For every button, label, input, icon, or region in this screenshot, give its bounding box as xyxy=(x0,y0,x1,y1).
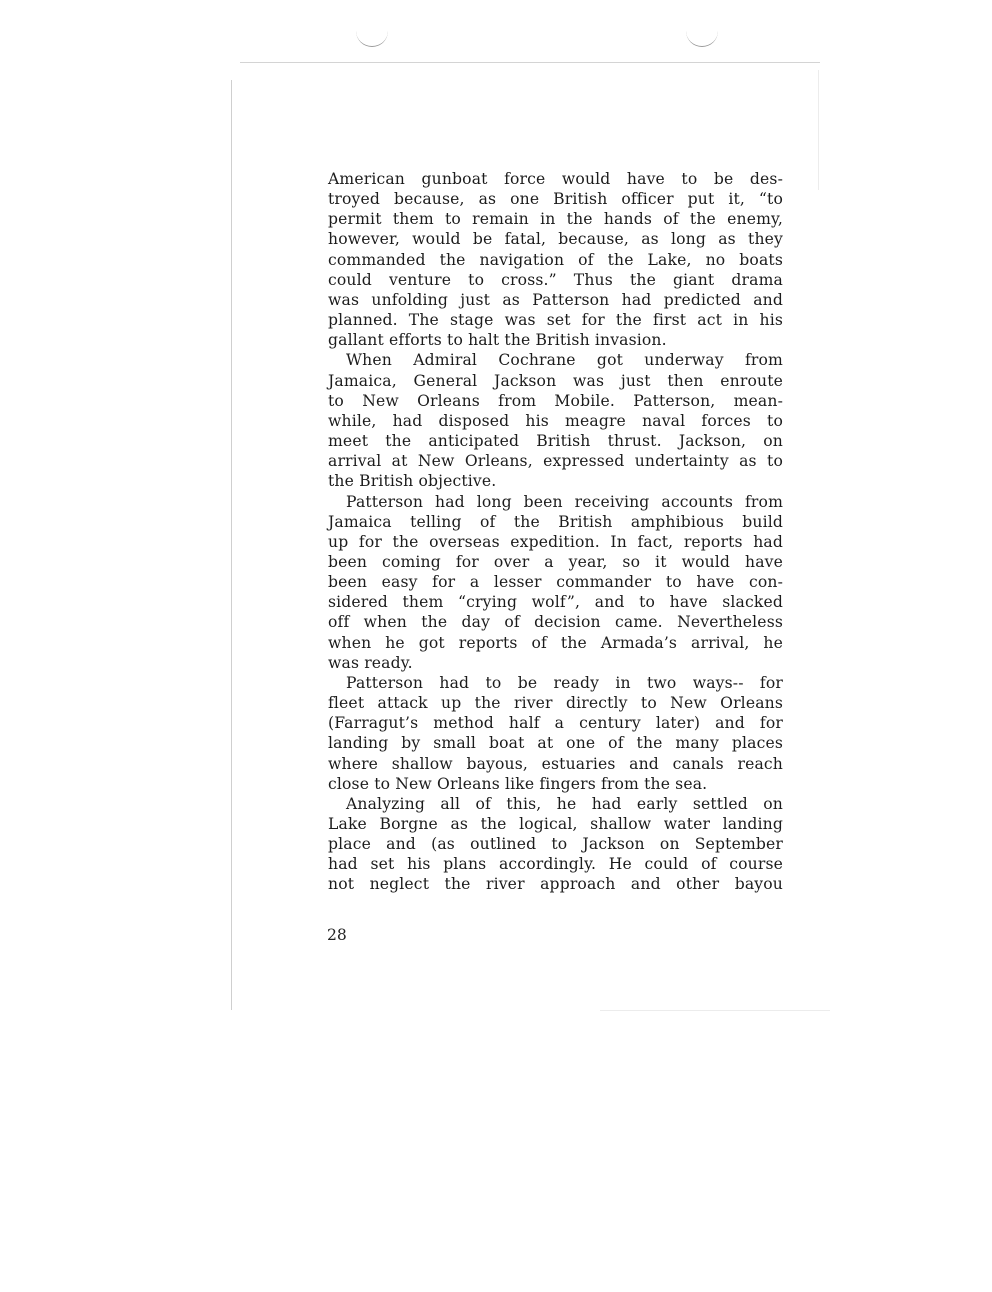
text-line: off when the day of decision came. Nevertheless xyxy=(328,613,783,632)
text-line: permit them to remain in the hands of the enemy, xyxy=(328,210,783,229)
paragraph xyxy=(328,350,783,491)
page-edge-left xyxy=(231,80,232,1010)
text-line: Patterson had long been receiving accounts from xyxy=(346,492,783,511)
binding-hole-mark-left xyxy=(356,30,388,47)
body-text xyxy=(328,169,783,895)
page-number: 28 xyxy=(327,926,347,944)
paragraph xyxy=(328,169,783,350)
text-line: Lake Borgne as the logical, shallow water landing xyxy=(328,815,783,833)
text-line: (Farragut’s method half a century later) and for xyxy=(328,714,783,733)
text-line: had set his plans accordingly. He could of course xyxy=(328,855,783,874)
text-line: been coming for over a year, so it would have xyxy=(328,552,783,571)
text-line: was unfolding just as Patterson had predicted and xyxy=(328,290,783,309)
text-line: gallant efforts to halt the British invasion. xyxy=(328,331,667,350)
text-line: when he got reports of the Armada’s arrival, he xyxy=(328,633,783,652)
text-line: where shallow bayous, estuaries and canals reach xyxy=(328,754,783,773)
text-line: however, would be fatal, because, as long as they xyxy=(328,230,783,249)
text-line: troyed because, as one British officer put it, “to xyxy=(328,190,783,209)
text-line: up for the overseas expedition. In fact, reports had xyxy=(328,532,783,551)
page-edge-bottom xyxy=(600,1010,830,1011)
text-line: commanded the navigation of the Lake, no boats xyxy=(328,250,783,269)
text-line: American gunboat force would have to be des- xyxy=(328,170,783,188)
text-line: fleet attack up the river directly to New Orleans xyxy=(328,694,783,713)
text-line: planned. The stage was set for the first act in his xyxy=(328,311,783,330)
text-line: been easy for a lesser commander to have con- xyxy=(328,573,783,592)
text-line: Analyzing all of this, he had early settled on xyxy=(346,794,783,813)
text-line: landing by small boat at one of the many places xyxy=(328,734,783,753)
text-line: was ready. xyxy=(328,653,413,672)
page-edge-top xyxy=(240,62,820,63)
text-line: not neglect the river approach and other bayou xyxy=(328,875,783,894)
text-line: Jamaica, General Jackson was just then enroute xyxy=(328,371,783,390)
page-edge-right xyxy=(818,70,819,190)
text-line: meet the anticipated British thrust. Jackson, on xyxy=(328,432,783,451)
text-line: could venture to cross.” Thus the giant drama xyxy=(328,270,783,289)
text-line: Jamaica telling of the British amphibious build xyxy=(328,512,783,531)
text-line: sidered them “crying wolf”, and to have slacked xyxy=(328,593,783,612)
paragraph xyxy=(328,492,783,673)
text-line: to New Orleans from Mobile. Patterson, mean- xyxy=(328,391,783,410)
text-line: close to New Orleans like fingers from the sea. xyxy=(328,774,708,793)
binding-hole-mark-right xyxy=(686,30,718,47)
text-line: while, had disposed his meagre naval forces to xyxy=(328,411,783,430)
text-line: arrival at New Orleans, expressed undertainty as to xyxy=(328,452,783,471)
paragraph xyxy=(328,794,783,895)
text-line: place and (as outlined to Jackson on September xyxy=(328,835,783,854)
text-line: Patterson had to be ready in two ways-- for xyxy=(346,673,783,692)
paragraph xyxy=(328,673,783,794)
text-line: the British objective. xyxy=(328,472,497,491)
text-line: When Admiral Cochrane got underway from xyxy=(346,351,783,370)
